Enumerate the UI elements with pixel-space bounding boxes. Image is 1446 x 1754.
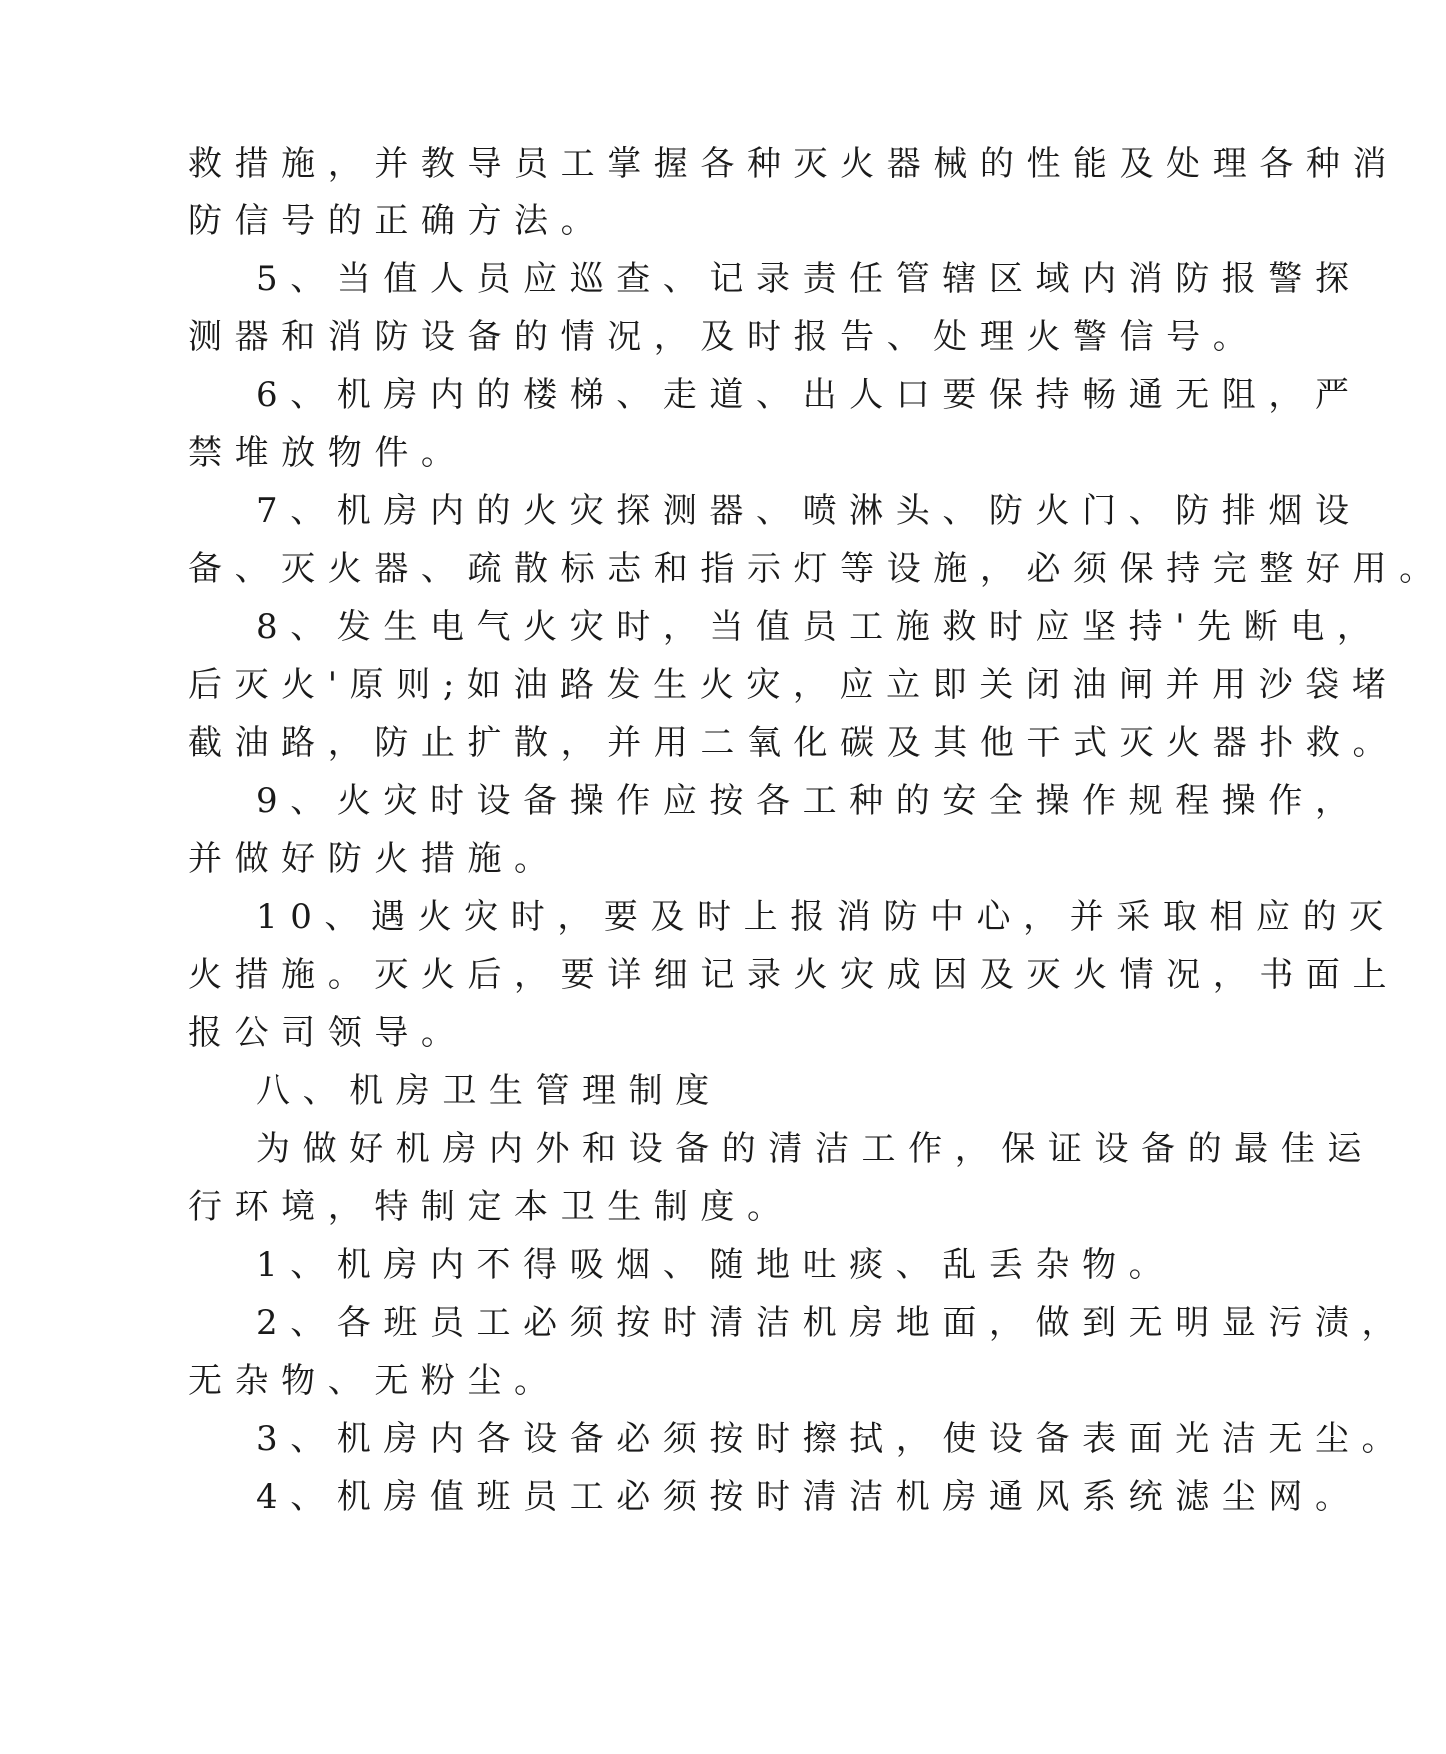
text-line: 备、灭火器、疏散标志和指示灯等设施，必须保持完整好用。 [188,549,1446,589]
section-heading: 八、机房卫生管理制度 [256,1071,722,1111]
text-line: 并做好防火措施。 [188,839,561,879]
text-line: 2、各班员工必须按时清洁机房地面，做到无明显污渍， [256,1303,1409,1343]
text-line: 7、机房内的火灾探测器、喷淋头、防火门、防排烟设 [256,491,1362,531]
text-line: 后灭火'原则;如油路发生火灾，应立即关闭油闸并用沙袋堵 [188,665,1399,705]
text-line: 9、火灾时设备操作应按各工种的安全操作规程操作， [256,781,1362,821]
text-line: 8、发生电气火灾时，当值员工施救时应坚持'先断电， [256,607,1384,647]
text-line: 截油路，防止扩散，并用二氧化碳及其他干式灭火器扑救。 [188,723,1400,763]
text-line: 行环境，特制定本卫生制度。 [188,1187,794,1227]
text-line: 无杂物、无粉尘。 [188,1361,561,1401]
text-line: 10、遇火灾时，要及时上报消防中心，并采取相应的灭 [256,897,1396,937]
text-line: 3、机房内各设备必须按时擦拭，使设备表面光洁无尘。 [256,1419,1409,1459]
text-line: 1、机房内不得吸烟、随地吐痰、乱丢杂物。 [256,1245,1176,1285]
text-line: 救措施，并教导员工掌握各种灭火器械的性能及处理各种消 [188,144,1400,184]
text-line: 测器和消防设备的情况，及时报告、处理火警信号。 [188,317,1260,357]
text-line: 为做好机房内外和设备的清洁工作，保证设备的最佳运 [256,1129,1374,1169]
text-line: 火措施。灭火后，要详细记录火灾成因及灭火情况，书面上 [188,955,1400,995]
text-line: 防信号的正确方法。 [188,201,608,241]
text-line: 禁堆放物件。 [188,433,468,473]
text-line: 报公司领导。 [188,1013,468,1053]
text-line: 5、当值人员应巡查、记录责任管辖区域内消防报警探 [256,259,1362,299]
text-line: 4、机房值班员工必须按时清洁机房通风系统滤尘网。 [256,1477,1362,1517]
text-line: 6、机房内的楼梯、走道、出人口要保持畅通无阻，严 [256,375,1362,415]
